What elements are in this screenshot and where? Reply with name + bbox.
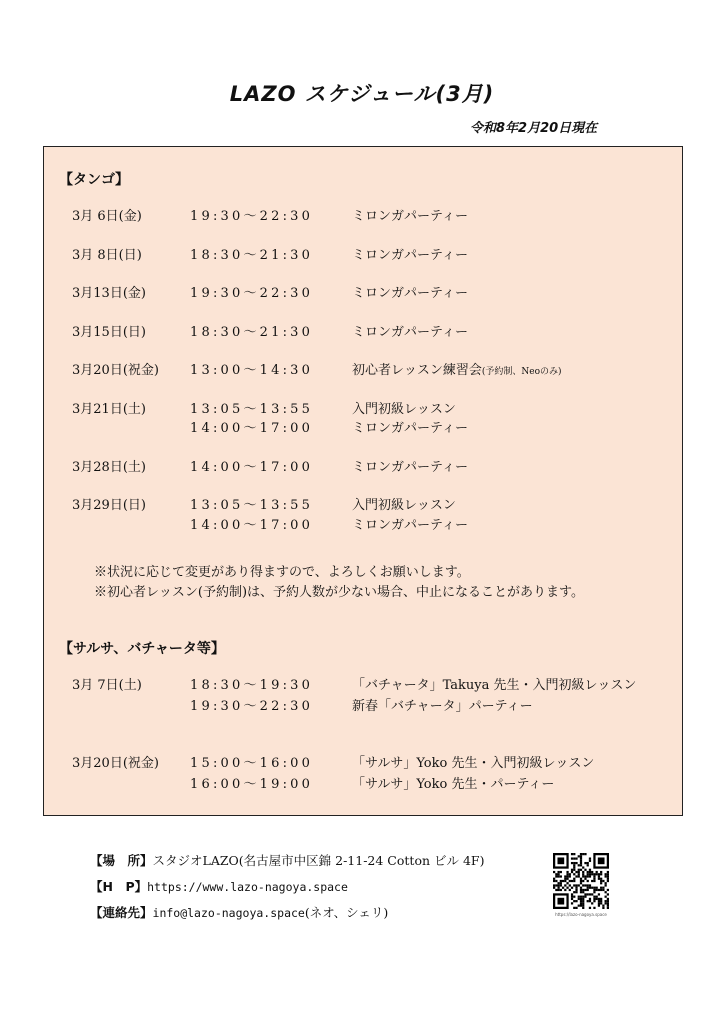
event-time: 14:00〜17:00 bbox=[190, 421, 314, 436]
contact-email[interactable]: info@lazo-nagoya.space bbox=[152, 906, 305, 920]
place-value: スタジオLAZO(名古屋市中区錦 2-11-24 Cotton ビル 4F) bbox=[152, 853, 485, 868]
contact-names: (ネオ、シェリ) bbox=[304, 905, 389, 920]
hp-link[interactable]: https://www.lazo-nagoya.space bbox=[147, 880, 348, 894]
event-title: 「サルサ」Yoko 先生・入門初級レッスン bbox=[352, 756, 595, 771]
event-date: 3月 6日(金) bbox=[72, 209, 142, 224]
event-time: 13:05〜13:55 bbox=[190, 401, 314, 417]
event-description bbox=[352, 419, 468, 439]
event-title: 新春「バチャータ」パーティー bbox=[352, 699, 533, 714]
event-time: 15:00〜16:00 bbox=[190, 756, 314, 771]
event-description bbox=[352, 516, 468, 536]
event-date: 3月21日(土) bbox=[72, 401, 146, 417]
event-time: 18:30〜19:30 bbox=[190, 678, 314, 693]
event-title: ミロンガパーティー bbox=[352, 517, 468, 533]
event-description bbox=[352, 207, 468, 227]
event-date: 3月 7日(土) bbox=[72, 678, 142, 693]
event-description bbox=[352, 323, 468, 343]
footer-place bbox=[90, 851, 484, 869]
event-time: 18:30〜21:30 bbox=[190, 247, 314, 263]
event-date: 3月29日(日) bbox=[72, 498, 146, 513]
event-date: 3月13日(金) bbox=[72, 286, 146, 301]
hp-label: 【H P】 bbox=[90, 879, 148, 894]
event-time: 18:30〜21:30 bbox=[190, 324, 314, 340]
event-date: 3月20日(祝金) bbox=[72, 756, 159, 771]
event-title: 初心者レッスン練習会 bbox=[352, 363, 482, 378]
event-note: (予約制、Neoのみ) bbox=[481, 367, 562, 377]
event-date: 3月20日(祝金) bbox=[72, 363, 159, 378]
event-description bbox=[352, 496, 456, 516]
event-title: 入門初級レッスン bbox=[352, 401, 456, 417]
event-date: 3月28日(土) bbox=[72, 459, 146, 475]
footer-hp bbox=[90, 877, 348, 895]
event-title: ミロンガパーティー bbox=[352, 421, 468, 436]
event-time: 19:30〜22:30 bbox=[190, 699, 314, 714]
footer-contact bbox=[90, 903, 388, 921]
event-description bbox=[352, 676, 636, 696]
page-title: LAZO スケジュール(3月) bbox=[229, 82, 495, 106]
qr-caption: https://lazo-nagoya.space bbox=[555, 912, 607, 917]
salsa-heading: 【サルサ、バチャータ等】 bbox=[59, 641, 225, 657]
event-title: 入門初級レッスン bbox=[352, 498, 456, 513]
event-time: 19:30〜22:30 bbox=[190, 286, 314, 301]
tango-note-2: ※初心者レッスン(予約制)は、予約人数が少ない場合、中止になることがあります。 bbox=[94, 585, 584, 600]
event-date: 3月15日(日) bbox=[72, 324, 146, 340]
event-description bbox=[352, 246, 468, 266]
event-date: 3月 8日(日) bbox=[72, 247, 142, 263]
event-description bbox=[352, 400, 456, 420]
event-title: ミロンガパーティー bbox=[352, 286, 468, 301]
event-time: 13:00〜14:30 bbox=[190, 363, 314, 378]
as-of-date: 令和8年2月20日現在 bbox=[470, 121, 598, 136]
event-time: 13:05〜13:55 bbox=[190, 498, 314, 513]
qr-code-icon bbox=[553, 853, 609, 909]
event-description bbox=[352, 775, 554, 795]
event-description bbox=[352, 284, 468, 304]
event-time: 14:00〜17:00 bbox=[190, 517, 314, 533]
event-title: ミロンガパーティー bbox=[352, 209, 468, 224]
tango-note-1: ※状況に応じて変更があり得ますので、よろしくお願いします。 bbox=[94, 565, 470, 580]
event-description bbox=[352, 697, 533, 717]
event-title: ミロンガパーティー bbox=[352, 247, 468, 263]
event-description bbox=[352, 361, 562, 382]
event-description bbox=[352, 458, 468, 478]
event-title: ミロンガパーティー bbox=[352, 459, 468, 475]
event-time: 19:30〜22:30 bbox=[190, 209, 314, 224]
event-description bbox=[352, 754, 594, 774]
contact-label: 【連絡先】 bbox=[90, 905, 153, 920]
event-title: ミロンガパーティー bbox=[352, 324, 468, 340]
schedule-box bbox=[43, 146, 683, 816]
event-title: 「サルサ」Yoko 先生・パーティー bbox=[352, 777, 555, 792]
tango-heading: 【タンゴ】 bbox=[59, 172, 129, 188]
event-time: 14:00〜17:00 bbox=[190, 459, 314, 475]
event-title: 「バチャータ」Takuya 先生・入門初級レッスン bbox=[352, 678, 637, 693]
event-time: 16:00〜19:00 bbox=[190, 777, 314, 792]
place-label: 【場 所】 bbox=[90, 853, 153, 868]
